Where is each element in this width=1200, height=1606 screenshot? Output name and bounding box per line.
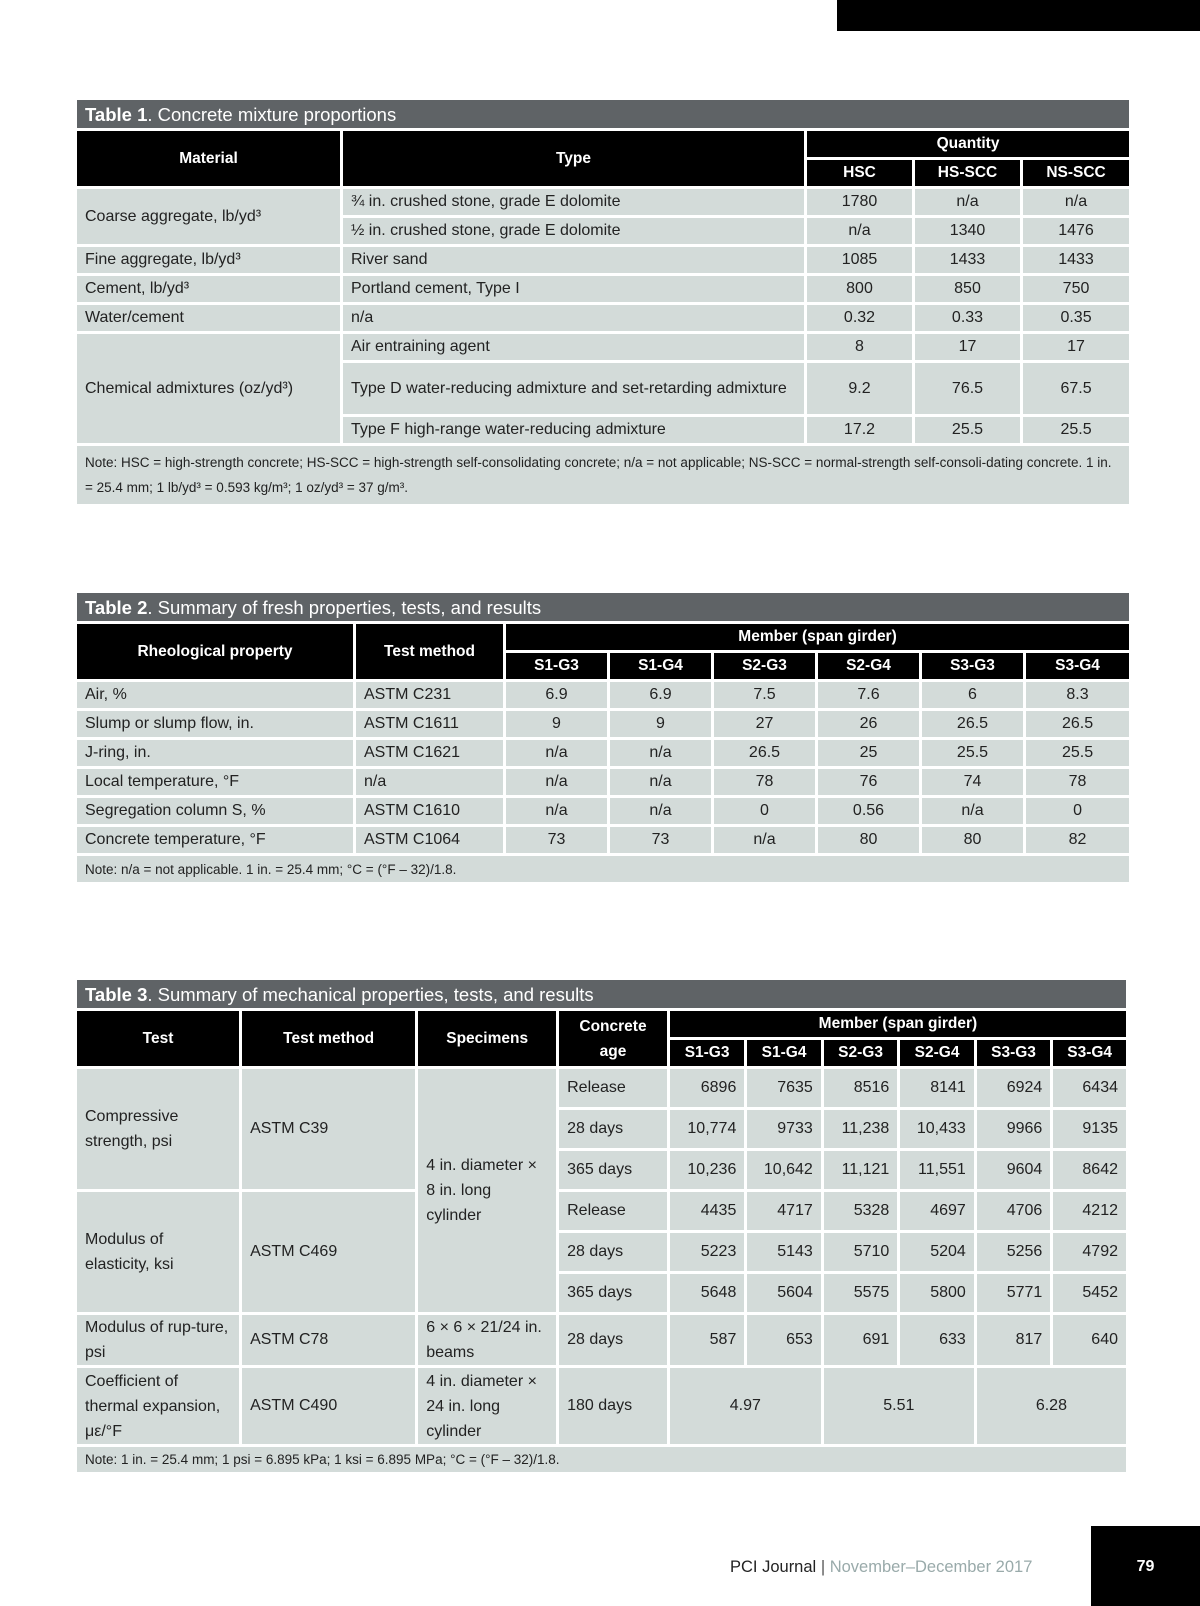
value-cell: 5604 xyxy=(746,1273,822,1314)
value-cell: 5256 xyxy=(975,1232,1051,1273)
value-cell: 817 xyxy=(975,1314,1051,1367)
value-cell: 8642 xyxy=(1052,1150,1128,1191)
header-type: Type xyxy=(342,130,806,188)
property-cell: Segregation column S, % xyxy=(76,797,355,826)
value-cell: 26.5 xyxy=(1025,710,1131,739)
value-cell: 1085 xyxy=(806,246,914,275)
method-cell: n/a xyxy=(355,768,505,797)
value-cell: 8141 xyxy=(899,1068,975,1109)
value-cell: 1476 xyxy=(1022,217,1131,246)
value-cell: 5710 xyxy=(822,1232,898,1273)
material-cell: Water/cement xyxy=(76,304,342,333)
table-row xyxy=(76,333,1131,362)
value-cell: 640 xyxy=(1052,1314,1128,1367)
value-cell: n/a xyxy=(609,768,713,797)
value-cell: 5575 xyxy=(822,1273,898,1314)
table-row xyxy=(76,275,1131,304)
value-cell: n/a xyxy=(609,797,713,826)
method-cell: ASTM C1611 xyxy=(355,710,505,739)
specimen-cell: 4 in. diameter × 8 in. long cylinder xyxy=(417,1068,558,1314)
test-cell: Coefficient of thermal expansion, με/°F xyxy=(76,1367,241,1446)
header-hsc: HSC xyxy=(806,159,914,188)
header-quantity: Quantity xyxy=(806,130,1131,159)
header-member-col: S3-G4 xyxy=(1025,652,1131,681)
page-number: 79 xyxy=(1136,1558,1155,1575)
table-row xyxy=(76,1191,1128,1232)
value-cell: 5800 xyxy=(899,1273,975,1314)
table-row xyxy=(76,246,1131,275)
value-cell: 0.33 xyxy=(914,304,1022,333)
table-1-caption: Table 1. Concrete mixture proportions xyxy=(76,99,1131,130)
table-row xyxy=(76,188,1131,217)
table-2 xyxy=(74,590,1132,885)
value-cell: 6.28 xyxy=(975,1367,1127,1446)
table-row xyxy=(76,797,1131,826)
property-cell: J-ring, in. xyxy=(76,739,355,768)
value-cell: 4697 xyxy=(899,1191,975,1232)
age-cell: 28 days xyxy=(558,1314,669,1367)
table-row xyxy=(76,1367,1128,1446)
value-cell: 587 xyxy=(668,1314,746,1367)
header-member-col: S3-G3 xyxy=(975,1039,1051,1068)
age-cell: 180 days xyxy=(558,1367,669,1446)
value-cell: 78 xyxy=(1025,768,1131,797)
value-cell: 80 xyxy=(817,826,921,855)
header-concrete-age: Concrete age xyxy=(558,1010,669,1068)
value-cell: n/a xyxy=(505,768,609,797)
value-cell: 633 xyxy=(899,1314,975,1367)
value-cell: 27 xyxy=(713,710,817,739)
header-member-col: S2-G3 xyxy=(822,1039,898,1068)
value-cell: 1340 xyxy=(914,217,1022,246)
header-test-method: Test method xyxy=(355,623,505,681)
table-1 xyxy=(74,97,1132,507)
value-cell: n/a xyxy=(505,797,609,826)
table-3-caption: Table 3. Summary of mechanical properties, tests, and results xyxy=(76,979,1128,1010)
type-cell: ½ in. crushed stone, grade E dolomite xyxy=(342,217,806,246)
method-cell: ASTM C39 xyxy=(241,1068,417,1191)
value-cell: 4717 xyxy=(746,1191,822,1232)
test-cell: Modulus of rup-ture, psi xyxy=(76,1314,241,1367)
value-cell: 8 xyxy=(806,333,914,362)
value-cell: 67.5 xyxy=(1022,362,1131,416)
test-cell: Compressive strength, psi xyxy=(76,1068,241,1191)
value-cell: 8.3 xyxy=(1025,681,1131,710)
value-cell: 26.5 xyxy=(921,710,1025,739)
value-cell: 0.32 xyxy=(806,304,914,333)
value-cell: 4706 xyxy=(975,1191,1051,1232)
value-cell: 7.5 xyxy=(713,681,817,710)
value-cell: 78 xyxy=(713,768,817,797)
value-cell: 17 xyxy=(914,333,1022,362)
value-cell: n/a xyxy=(1022,188,1131,217)
value-cell: 17 xyxy=(1022,333,1131,362)
value-cell: 0.35 xyxy=(1022,304,1131,333)
table-row xyxy=(76,1068,1128,1109)
header-member-col: S2-G4 xyxy=(817,652,921,681)
header-specimens: Specimens xyxy=(417,1010,558,1068)
value-cell: 76.5 xyxy=(914,362,1022,416)
value-cell: 691 xyxy=(822,1314,898,1367)
type-cell: Type D water-reducing admixture and set-retarding admixture xyxy=(342,362,806,416)
value-cell: 9733 xyxy=(746,1109,822,1150)
header-member-col: S1-G3 xyxy=(668,1039,746,1068)
value-cell: 9 xyxy=(609,710,713,739)
table-row xyxy=(76,739,1131,768)
value-cell: 1433 xyxy=(914,246,1022,275)
value-cell: n/a xyxy=(713,826,817,855)
value-cell: 10,774 xyxy=(668,1109,746,1150)
type-cell: ¾ in. crushed stone, grade E dolomite xyxy=(342,188,806,217)
value-cell: n/a xyxy=(921,797,1025,826)
header-member-col: S2-G4 xyxy=(899,1039,975,1068)
value-cell: 9604 xyxy=(975,1150,1051,1191)
value-cell: 26.5 xyxy=(713,739,817,768)
value-cell: 5143 xyxy=(746,1232,822,1273)
type-cell: Type F high-range water-reducing admixture xyxy=(342,416,806,445)
value-cell: 8516 xyxy=(822,1068,898,1109)
property-cell: Concrete temperature, °F xyxy=(76,826,355,855)
table-3-note: Note: 1 in. = 25.4 mm; 1 psi = 6.895 kPa; 1 ksi = 6.895 MPa; °C = (°F – 32)/1.8. xyxy=(76,1446,1128,1474)
issue-date: November–December 2017 xyxy=(829,1558,1033,1576)
age-cell: Release xyxy=(558,1068,669,1109)
value-cell: 82 xyxy=(1025,826,1131,855)
table-row xyxy=(76,768,1131,797)
value-cell: n/a xyxy=(505,739,609,768)
method-cell: ASTM C1621 xyxy=(355,739,505,768)
age-cell: 365 days xyxy=(558,1273,669,1314)
value-cell: 4435 xyxy=(668,1191,746,1232)
value-cell: 74 xyxy=(921,768,1025,797)
test-cell: Modulus of elasticity, ksi xyxy=(76,1191,241,1314)
property-cell: Slump or slump flow, in. xyxy=(76,710,355,739)
value-cell: n/a xyxy=(914,188,1022,217)
value-cell: 6896 xyxy=(668,1068,746,1109)
top-black-bar xyxy=(837,0,1200,31)
header-test: Test xyxy=(76,1010,241,1068)
value-cell: 73 xyxy=(609,826,713,855)
value-cell: 6.9 xyxy=(609,681,713,710)
value-cell: 653 xyxy=(746,1314,822,1367)
property-cell: Air, % xyxy=(76,681,355,710)
value-cell: 11,551 xyxy=(899,1150,975,1191)
value-cell: 5452 xyxy=(1052,1273,1128,1314)
value-cell: 1780 xyxy=(806,188,914,217)
value-cell: 1433 xyxy=(1022,246,1131,275)
value-cell: 17.2 xyxy=(806,416,914,445)
method-cell: ASTM C490 xyxy=(241,1367,417,1446)
table-2-caption: Table 2. Summary of fresh properties, tests, and results xyxy=(76,592,1131,623)
header-member-col: S3-G3 xyxy=(921,652,1025,681)
age-cell: 365 days xyxy=(558,1150,669,1191)
value-cell: 750 xyxy=(1022,275,1131,304)
table-row xyxy=(76,681,1131,710)
value-cell: 11,238 xyxy=(822,1109,898,1150)
value-cell: 6.9 xyxy=(505,681,609,710)
table-1-note: Note: HSC = high-strength concrete; HS-SCC = high-strength self-consolidating concrete; n/a = not applicable; NS-SCC = normal-strength self-consoli-dating concrete. 1 in. = 25.4 mm; 1 lb/yd³ = 0.593 kg/m³; 1 oz/yd³ = 37 g/m³. xyxy=(76,445,1131,506)
value-cell: 80 xyxy=(921,826,1025,855)
age-cell: 28 days xyxy=(558,1109,669,1150)
header-member: Member (span girder) xyxy=(505,623,1131,652)
value-cell: 7635 xyxy=(746,1068,822,1109)
value-cell: 5.51 xyxy=(822,1367,975,1446)
header-member-col: S1-G3 xyxy=(505,652,609,681)
value-cell: 5223 xyxy=(668,1232,746,1273)
page-number-box xyxy=(1091,1526,1200,1606)
type-cell: Air entraining agent xyxy=(342,333,806,362)
value-cell: 26 xyxy=(817,710,921,739)
header-member-col: S3-G4 xyxy=(1052,1039,1128,1068)
value-cell: 73 xyxy=(505,826,609,855)
value-cell: 25.5 xyxy=(1025,739,1131,768)
footer-separator: | xyxy=(820,1558,826,1576)
table-3 xyxy=(74,977,1129,1475)
value-cell: 11,121 xyxy=(822,1150,898,1191)
value-cell: 800 xyxy=(806,275,914,304)
value-cell: 5771 xyxy=(975,1273,1051,1314)
value-cell: 850 xyxy=(914,275,1022,304)
value-cell: 9135 xyxy=(1052,1109,1128,1150)
value-cell: 25.5 xyxy=(914,416,1022,445)
value-cell: 25 xyxy=(817,739,921,768)
method-cell: ASTM C1064 xyxy=(355,826,505,855)
material-cell: Coarse aggregate, lb/yd³ xyxy=(76,188,342,246)
value-cell: 6924 xyxy=(975,1068,1051,1109)
header-member-col: S1-G4 xyxy=(746,1039,822,1068)
type-cell: n/a xyxy=(342,304,806,333)
header-rheological-property: Rheological property xyxy=(76,623,355,681)
value-cell: 4212 xyxy=(1052,1191,1128,1232)
value-cell: 9966 xyxy=(975,1109,1051,1150)
table-2-note: Note: n/a = not applicable. 1 in. = 25.4 mm; °C = (°F – 32)/1.8. xyxy=(76,855,1131,884)
header-material: Material xyxy=(76,130,342,188)
header-member-col: S1-G4 xyxy=(609,652,713,681)
value-cell: 6434 xyxy=(1052,1068,1128,1109)
value-cell: 5648 xyxy=(668,1273,746,1314)
method-cell: ASTM C231 xyxy=(355,681,505,710)
journal-name: PCI Journal xyxy=(730,1558,817,1576)
header-member: Member (span girder) xyxy=(668,1010,1127,1039)
page-footer xyxy=(730,1558,1032,1577)
value-cell: 10,236 xyxy=(668,1150,746,1191)
age-cell: Release xyxy=(558,1191,669,1232)
value-cell: 10,642 xyxy=(746,1150,822,1191)
material-cell: Chemical admixtures (oz/yd³) xyxy=(76,333,342,445)
value-cell: 4.97 xyxy=(668,1367,822,1446)
value-cell: 9.2 xyxy=(806,362,914,416)
table-row xyxy=(76,826,1131,855)
value-cell: 4792 xyxy=(1052,1232,1128,1273)
material-cell: Fine aggregate, lb/yd³ xyxy=(76,246,342,275)
value-cell: 76 xyxy=(817,768,921,797)
value-cell: 0 xyxy=(1025,797,1131,826)
age-cell: 28 days xyxy=(558,1232,669,1273)
table-row xyxy=(76,304,1131,333)
header-member-col: S2-G3 xyxy=(713,652,817,681)
specimen-cell: 4 in. diameter × 24 in. long cylinder xyxy=(417,1367,558,1446)
value-cell: n/a xyxy=(609,739,713,768)
header-hs-scc: HS-SCC xyxy=(914,159,1022,188)
value-cell: 5328 xyxy=(822,1191,898,1232)
method-cell: ASTM C469 xyxy=(241,1191,417,1314)
value-cell: n/a xyxy=(806,217,914,246)
type-cell: Portland cement, Type I xyxy=(342,275,806,304)
method-cell: ASTM C1610 xyxy=(355,797,505,826)
value-cell: 10,433 xyxy=(899,1109,975,1150)
specimen-cell: 6 × 6 × 21/24 in. beams xyxy=(417,1314,558,1367)
material-cell: Cement, lb/yd³ xyxy=(76,275,342,304)
value-cell: 7.6 xyxy=(817,681,921,710)
value-cell: 0.56 xyxy=(817,797,921,826)
value-cell: 5204 xyxy=(899,1232,975,1273)
header-ns-scc: NS-SCC xyxy=(1022,159,1131,188)
value-cell: 25.5 xyxy=(921,739,1025,768)
property-cell: Local temperature, °F xyxy=(76,768,355,797)
value-cell: 0 xyxy=(713,797,817,826)
value-cell: 9 xyxy=(505,710,609,739)
table-row xyxy=(76,1314,1128,1367)
table-row xyxy=(76,710,1131,739)
method-cell: ASTM C78 xyxy=(241,1314,417,1367)
value-cell: 6 xyxy=(921,681,1025,710)
value-cell: 25.5 xyxy=(1022,416,1131,445)
header-test-method: Test method xyxy=(241,1010,417,1068)
type-cell: River sand xyxy=(342,246,806,275)
